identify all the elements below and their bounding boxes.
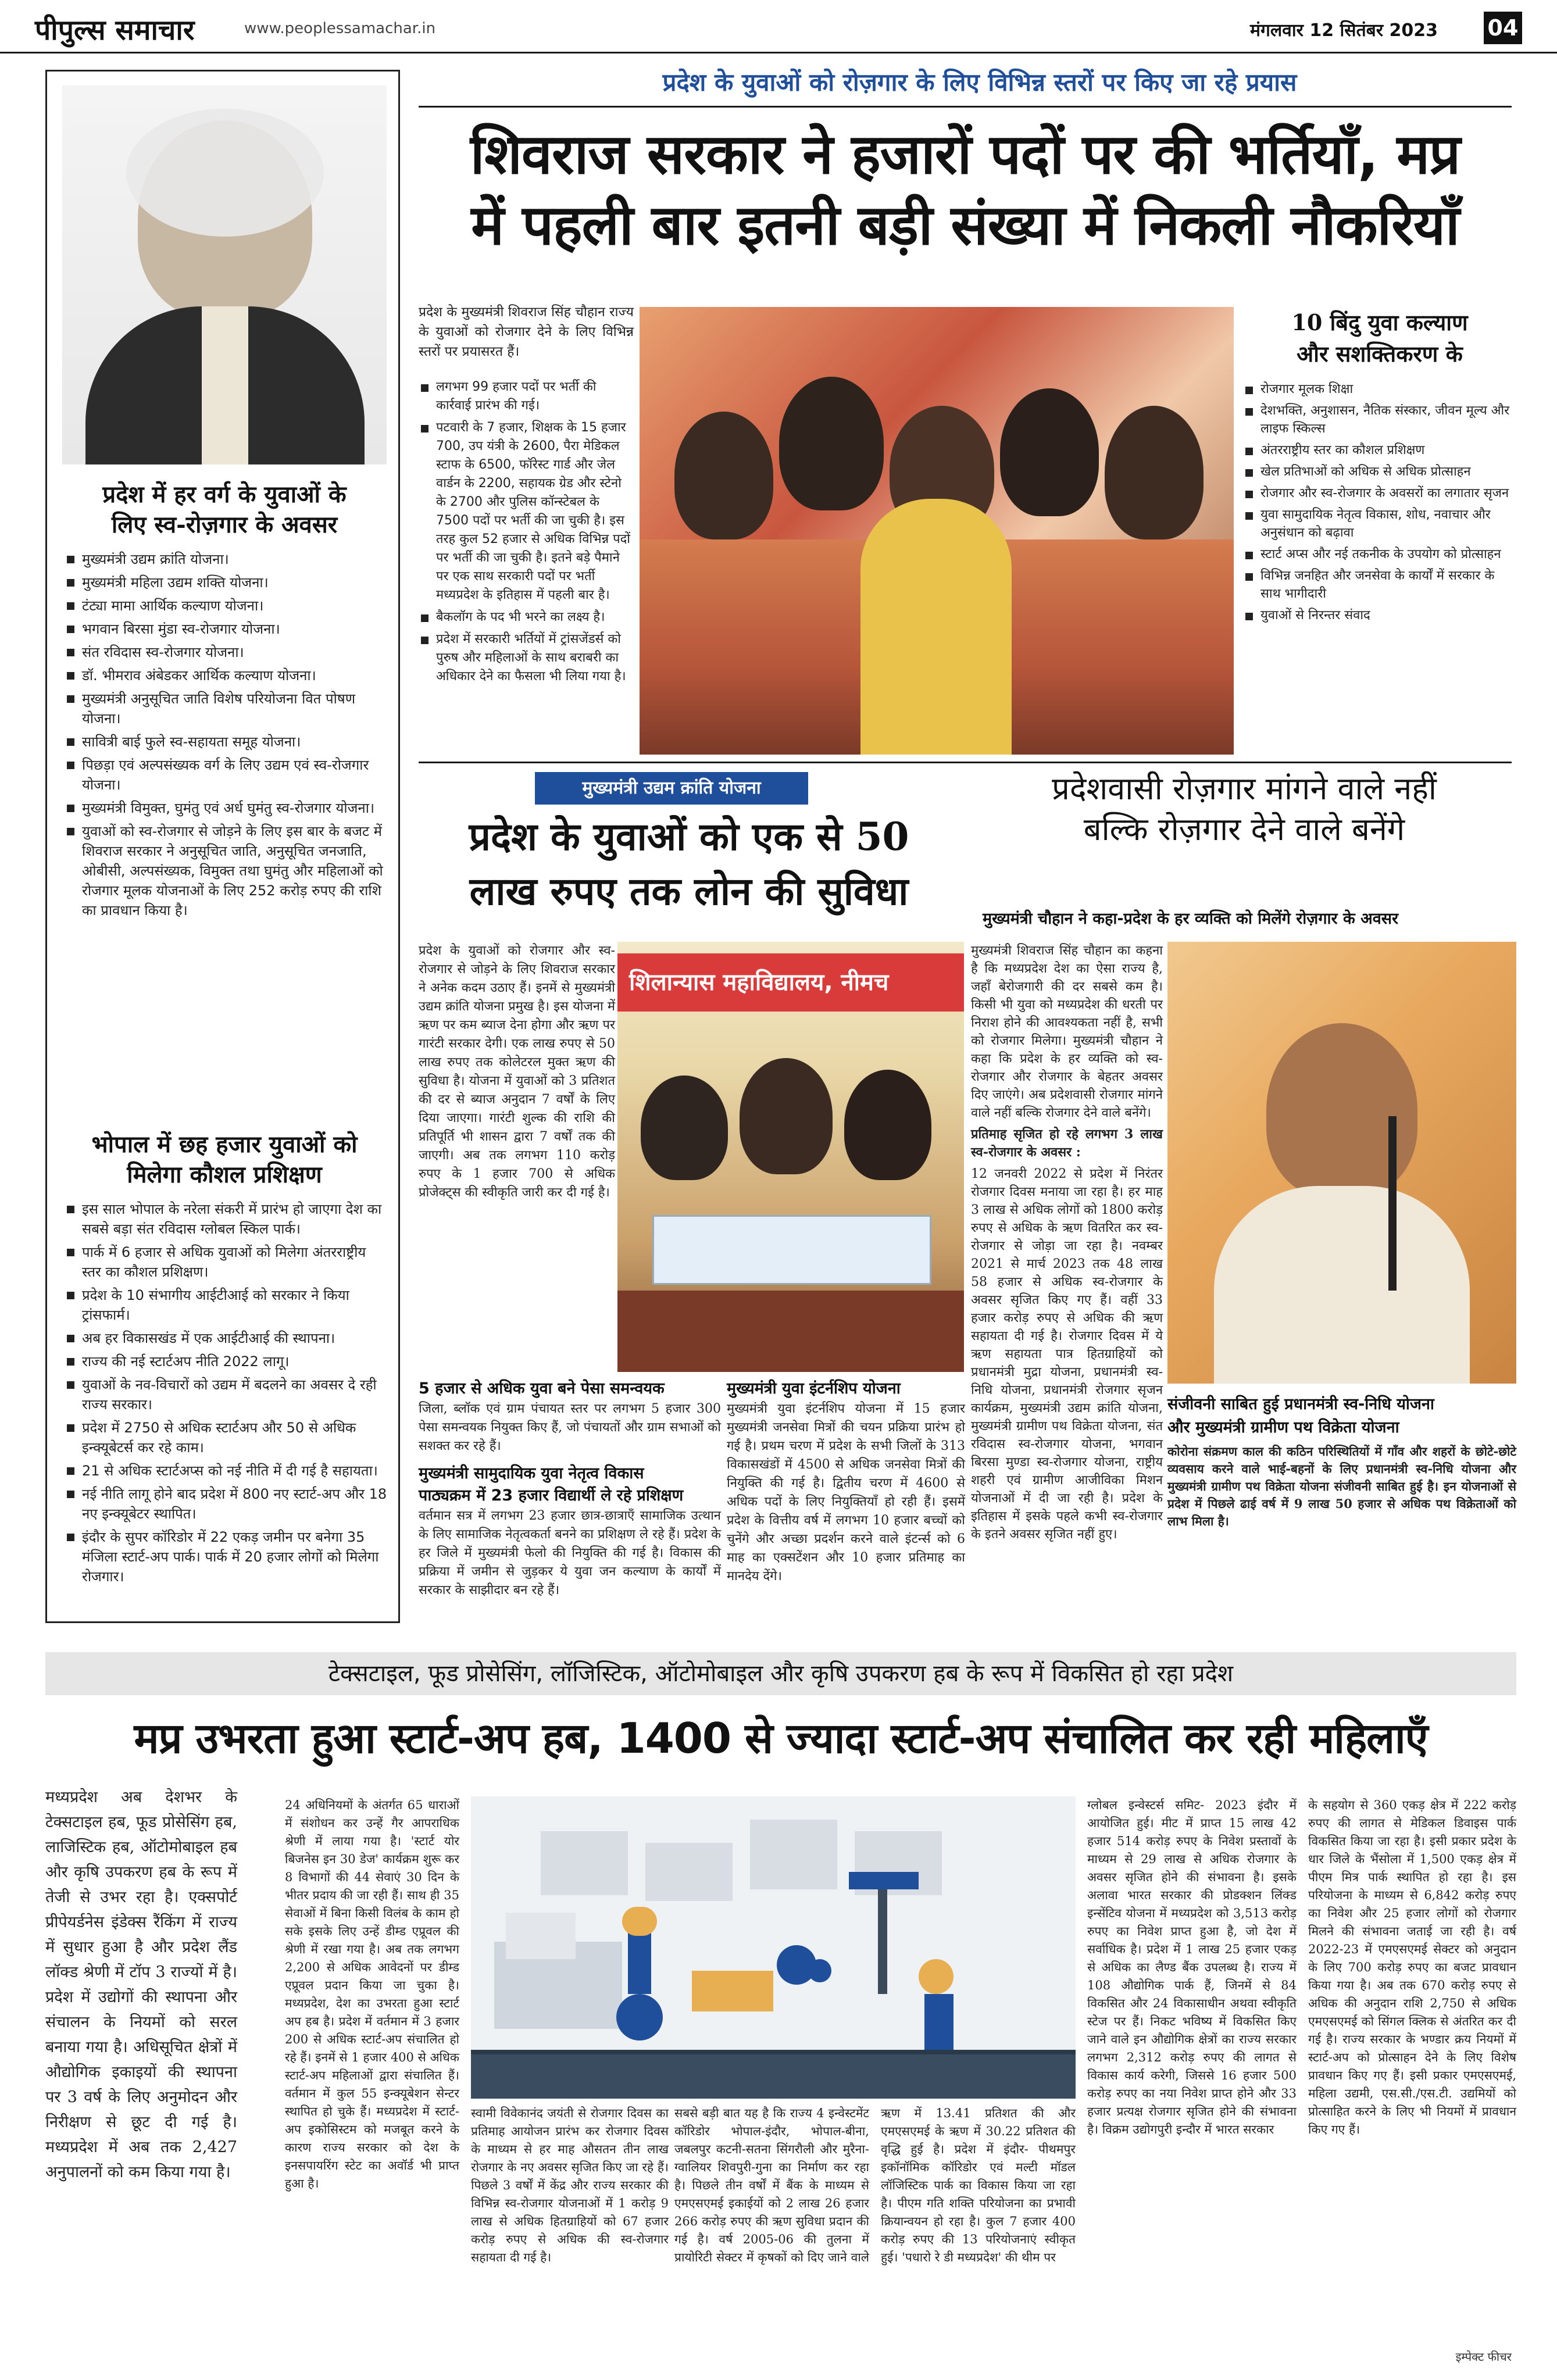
- top-bullets: [419, 378, 634, 689]
- ten-point-item: युवा सामुदायिक नेतृत्व विकास, शोध, नवाचार और अनुसंधान को बढ़ावा: [1243, 506, 1516, 542]
- skill-item: राज्य की नई स्टार्टअप नीति 2022 लागू।: [65, 1352, 388, 1371]
- top-bullet: लगभग 99 हजार पदों पर भर्ती की कार्रवाई प्रारंभ की गई।: [419, 378, 634, 415]
- sidebar-item: भगवान बिरसा मुंडा स्व-रोजगार योजना।: [65, 619, 388, 639]
- loan-body: प्रदेश के युवाओं को रोजगार और स्व-रोजगार से जोड़ने के लिए शिवराज सरकार ने अनेक कदम उठाए हैं। इनमें से मुख्यमंत्री उद्यम क्रांति योजना प्रमुख है। इस योजना में ऋण पर कम ब्याज देना होगा और ऋण पर गारंटी सरकार देगी। एक लाख रुपए से 50 लाख रुपए तक कोलेटरल मुक्त ऋण की सुविधा है। योजना में युवाओं को 3 प्रतिशत की दर से ब्याज अनुदान 7 वर्षों के लिए दिया जाएगा। गारंटी शुल्क की राशि की प्रतिपूर्ति भी शासन द्वारा 7 वर्षों तक की जाएगी। अब तक लगभग 110 करोड़ रुपए के 1 हजार 700 से अधिक प्रोजेक्ट्स की स्वीकृति जारी कर दी गई है।: [419, 944, 615, 1200]
- page-number: 04: [1484, 12, 1522, 44]
- photo-banner: शिलान्यास महाविद्यालय, नीमच: [617, 953, 964, 1012]
- svanidhi-title: संजीवनी साबित हुई प्रधानमंत्री स्व-निधि योजना और मुख्यमंत्री ग्रामीण पथ विक्रेता योजना: [1167, 1395, 1434, 1436]
- sidebar-item: सावित्री बाई फुले स्व-सहायता समूह योजना।: [65, 732, 388, 752]
- bottom-col4: सबसे बड़ी बात यह है कि राज्य 4 इन्वेस्टमेंट कॉरिडोर भोपाल-इंदौर, भोपाल-बीना, जबलपुर कटनी-सतना सिंगरौली और मुरैना-ग्वालियर शिवपुरी-गुना का निर्माण कर रहा है। पिछले तीन वर्षों में बैंक के माध्यम से एमएसएमई इकाईयों को 2 लाख 26 हजार 266 करोड़ रुपए की ऋण सुविधा प्रदान की गई है। वर्ष 2005-06 की तुलना में प्रायोरिटी सेक्टर में कृषकों को दिए जाने वाले ऋण में 13.41 प्रतिशत की और एमएसएमई के ऋण में 30.22 प्रतिशत की वृद्धि हुई है। प्रदेश में इंदौर- पीथमपुर इकॉनॉमिक कॉरिडोर एवं मल्टी मॉडल लॉजिस्टिक पार्क का विकास किया जा रहा है। पीएम गति शक्ति परियोजना का प्रभावी क्रियान्वयन हो रहा है। कुल 7 हजार 400 करोड़ रुपए की 13 परियोजनाएं स्वीकृत हुई। 'पधारो रे डी मध्यप्रदेश' की थीम पर: [674, 2106, 1076, 2264]
- sidebar-item: मुख्यमंत्री उद्यम क्रांति योजना।: [65, 549, 388, 569]
- ten-points-box: [1243, 307, 1516, 737]
- skill-item: पार्क में 6 हजार से अधिक युवाओं को मिलेगा अंतरराष्ट्रीय स्तर का कौशल प्रशिक्षण।: [65, 1242, 388, 1282]
- date: मंगलवार 12 सितंबर 2023: [1250, 20, 1438, 41]
- skill-item: इस साल भोपाल के नरेला संकरी में प्रारंभ हो जाएगा देश का सबसे बड़ा संत रविदास ग्लोबल स्किल पार्क।: [65, 1199, 388, 1239]
- give-jobs-headline: प्रदेशवासी रोज़गार मांगने वाले नहीं बल्कि रोज़गार देने वाले बनेंगे: [1052, 770, 1437, 848]
- finance-box: [419, 1378, 721, 1600]
- ten-point-item: रोजगार मूलक शिक्षा: [1243, 380, 1516, 398]
- pesa-title: 5 हजार से अधिक युवा बने पेसा समन्वयक: [419, 1380, 665, 1398]
- bottom-headline: मप्र उभरता हुआ स्टार्ट-अप हब, 1400 से ज्यादा स्टार्ट-अप संचालित कर रही महिलाएँ: [134, 1714, 1428, 1763]
- skill-item: 21 से अधिक स्टार्टअप्स को नई नीति में दी गई है सहायता।: [65, 1461, 388, 1481]
- section-rule: [419, 762, 1512, 763]
- ten-point-item: अंतरराष्ट्रीय स्तर का कौशल प्रशिक्षण: [1243, 441, 1516, 459]
- internship-title: मुख्यमंत्री युवा इंटर्नशिप योजना: [727, 1380, 901, 1398]
- top-bullet: प्रदेश में सरकारी भर्तियों में ट्रांसजेंडर्स को पुरुष और महिलाओं के साथ बराबरी का अधिकार देने का फैसला भी लिया गया है।: [419, 630, 634, 686]
- svanidhi-body: कोरोना संक्रमण काल की कठिन परिस्थितियों में गाँव और शहरों के छोटे-छोटे व्यवसाय करने वाले भाई-बहनों के लिए प्रधानमंत्री स्व-निधि योजना और मुख्यमंत्री ग्रामीण पथ विक्रेता योजना संजीवनी साबित हुई है। इन योजनाओं से प्रदेश में पिछले ढाई वर्ष में 9 लाख 50 हजार से अधिक पथ विक्रेताओं को लाभ मिला है।: [1167, 1444, 1516, 1528]
- bottom-col2: 24 अधिनियमों के अंतर्गत 65 धाराओं में संशोधन कर उन्हें गैर आपराधिक श्रेणी में लाया गया है। 'स्टार्ट योर बिजनेस इन 30 डेज' कार्यक्रम शुरू कर 8 विभागों की 44 सेवाएं 30 दिन के भीतर प्रदाय की जा रही हैं। साथ ही 35 सेवाओं में बिना किसी विलंब के काम हो सके इसके लिए उन्हें डीम्ड एप्रूवल की श्रेणी में रखा गया है। अब तक लगभग 2,200 से अधिक आवेदनों पर डीम्ड एप्रूवल प्रदान किया जा चुका है। मध्यप्रदेश, देश का उभरता हुआ स्टार्ट अप हब है। प्रदेश में वर्तमान में 3 हजार 200 से अधिक स्टार्ट-अप संचालित हो रहे हैं। इनमें से 1 हजार 400 से अधिक स्टार्ट-अप महिलाओं द्वारा संचालित हैं। वर्तमान में कुल 55 इन्क्यूबेशन सेन्टर स्थापित हो चुके हैं। मध्यप्रदेश में स्टार्ट-अप इकोसिस्टम को मजबूत करने के कारण राज्य सरकार को देश के इनसपायरिंग स्टेट का अवॉर्ड भी प्राप्त हुआ है।: [285, 1798, 459, 2190]
- sidebar-item: संत रविदास स्व-रोजगार योजना।: [65, 642, 388, 662]
- ten-point-item: विभिन्न जनहित और जनसेवा के कार्यों में सरकार के साथ भागीदारी: [1243, 567, 1516, 603]
- ten-point-item: रोजगार और स्व-रोजगार के अवसरों का लगातार सृजन: [1243, 484, 1516, 502]
- top-bullet: पटवारी के 7 हजार, शिक्षक के 15 हजार 700, उप यंत्री के 2600, पैरा मेडिकल स्टाफ के 6500, फॉरेस्ट गार्ड और जेल वार्डन के 2200, सहायक ग्रेड और स्टेनो के 2700 और पुलिस कॉन्स्टेबल के 7500 पदों पर भर्ती की जा चुकी है। इस तरह कुल 52 हजार से अधिक विभिन्न पदों पर भर्ती की जा चुकी है। इतने बड़े पैमाने पर एक साथ सरकारी पदों पर भर्ती मध्यप्रदेश के इतिहास में पहली बार है।: [419, 419, 634, 605]
- leadership-title: मुख्यमंत्री सामुदायिक युवा नेतृत्व विकास पाठ्यक्रम में 23 हजार विद्यार्थी ले रहे प्रशिक्षण: [419, 1464, 684, 1505]
- kicker-rule: [419, 106, 1512, 108]
- skill-item: युवाओं के नव-विचारों को उद्यम में बदलने का अवसर दे रही राज्य सरकार।: [65, 1375, 388, 1414]
- bottom-banner: टेक्सटाइल, फूड प्रोसेसिंग, लॉजिस्टिक, ऑटोमोबाइल और कृषि उपकरण हब के रूप में विकसित हो रहा प्रदेश: [45, 1652, 1516, 1695]
- bottom-col1: मध्यप्रदेश अब देशभर के टेक्सटाइल हब, फूड प्रोसेसिंग हब, लाजिस्टिक हब, ऑटोमोबाइल हब और कृषि उपकरण हब के रूप में तेजी से उभर रहा है। एक्सपोर्ट प्रीपेयर्डनेस इंडेक्स रैंकिंग में राज्य में सुधार हुआ है और प्रदेश लैंड लॉक्ड श्रेणी में टॉप 3 राज्यों में है। प्रदेश में उद्योगों की स्थापना और संचालन के नियमों को सरल बनाया गया है। अधिसूचित क्षेत्रों में औद्योगिक इकाइयों की स्थापना पर 3 वर्ष के लिए अनुमोदन और निरीक्षण से छूट दी गई है। मध्यप्रदेश में अब तक 2,427 अनुपालनों को कम किया गया है।: [45, 1788, 237, 2181]
- sidebar-title: प्रदेश में हर वर्ग के युवाओं के लिए स्व-रोज़गार के अवसर: [102, 481, 347, 538]
- ten-points-list: [1243, 380, 1516, 624]
- ten-points-title: 10 बिंदु युवा कल्याण और सशक्तिकरण के: [1291, 309, 1468, 367]
- sidebar-list: [65, 549, 388, 924]
- bottom-col6: के सहयोग से 360 एकड़ क्षेत्र में 222 करोड़ रुपए की लागत से मेडिकल डिवाइस पार्क विकसित किया जा रहा है। इसी प्रकार प्रदेश के धार जिले के भैंसोला में 1,500 एकड़ क्षेत्र में पीएम मित्र पार्क स्थापित हो रहा है। इस परियोजना के माध्यम से 6,842 करोड़ रुपए का निवेश और 25 हजार लोगों को रोजगार मिलने की संभावना जताई जा रही है। वर्ष 2022-23 में एमएसएमई सेक्टर को अनुदान के लिए 700 करोड़ रुपए का बजट प्रावधान किया गया है। अब तक 670 करोड़ रुपए से अधिक की अनुदान राशि 2,750 से अधिक एमएसएमई को सिंगल क्लिक से अंतरित कर दी गई है। राज्य सरकार के भण्डार क्रय नियमों में स्टार्ट-अप को प्रोत्साहन देने के लिए विशेष प्रावधान किए गए हैं। इसी प्रकार एमएसएमई, महिला उद्यमी, एस.सी./एस.टी. उद्यमियों को प्रोत्साहित करने के लिए भी नियमों में प्रावधान किए गए हैं।: [1308, 1798, 1516, 2136]
- cheque-photo: [617, 942, 964, 1372]
- masthead: [0, 0, 1557, 53]
- bottom-col3: स्वामी विवेकानंद जयंती से रोजगार दिवस का प्रतिमाह आयोजन प्रारंभ कर रोजगार दिवस के माध्यम से हर माह औसतन तीन लाख रोजगार के नए अवसर सृजित किए जा रहे हैं। पिछले 3 वर्षों में केंद्र और राज्य सरकार की विभिन्न स्व-रोजगार योजनाओं में 1 करोड़ 9 लाख से अधिक हितग्राहियों को 67 हजार करोड़ रुपए से अधिक की स्व-रोजगार सहायता दी गई है।: [471, 2106, 669, 2264]
- ten-point-item: स्टार्ट अप्स और नई तकनीक के उपयोग को प्रोत्साहन: [1243, 545, 1516, 563]
- skill-item: नई नीति लागू होने बाद प्रदेश में 800 नए स्टार्ट-अप और 18 नए इन्क्यूबेटर स्थापित।: [65, 1484, 388, 1524]
- sidebar-item: डॉ. भीमराव अंबेडकर आर्थिक कल्याण योजना।: [65, 666, 388, 685]
- loan-tag: मुख्यमंत्री उद्यम क्रांति योजना: [535, 772, 808, 805]
- youth-group-photo: [640, 307, 1234, 755]
- ten-point-item: युवाओं से निरन्तर संवाद: [1243, 606, 1516, 624]
- logo: पीपुल्स समाचार: [35, 14, 195, 47]
- sidebar-item: मुख्यमंत्री महिला उद्यम शक्ति योजना।: [65, 573, 388, 592]
- website: www.peoplessamachar.in: [244, 20, 436, 37]
- sidebar-item: पिछड़ा एवं अल्पसंख्यक वर्ग के लिए उद्यम एवं स्व-रोजगार योजना।: [65, 755, 388, 795]
- internship-body: मुख्यमंत्री युवा इंटर्नशिप योजना में 15 हजार मुख्यमंत्री जनसेवा मित्रों की चयन प्रक्रिया प्रारंभ हो गई है। प्रथम चरण में प्रदेश के सभी जिलों के 313 विकासखंडों में 4500 से अधिक जनसेवा मित्रों की नियुक्ति की गई है। द्वितीय चरण में 4600 से अधिक पदों के लिए नियुक्तियाँ हो रही हैं। इसमें प्रदेश के वित्तीय वर्ष में लगभग 10 हजार बच्चों को चुनेंगे और अच्छा प्रदर्शन करने वाले इंटर्न्स को 6 माह का एक्सटेंशन और 10 हजार प्रतिमाह का मानदेय देंगे।: [727, 1402, 965, 1584]
- ten-point-item: खेल प्रतिभाओं को अधिक से अधिक प्रोत्साहन: [1243, 463, 1516, 481]
- factory-illustration: [471, 1796, 1076, 2099]
- pesa-body: जिला, ब्लॉक एवं ग्राम पंचायत स्तर पर लगभग 5 हजार 300 पेसा समन्वयक नियुक्त किए हैं, जो पंचायतों और ग्राम सभाओं को सशक्त कर रहे हैं।: [419, 1402, 721, 1453]
- loan-headline: प्रदेश के युवाओं को एक से 50 लाख रुपए तक लोन की सुविधा: [469, 814, 909, 914]
- give-jobs-subhead: मुख्यमंत्री चौहान ने कहा-प्रदेश के हर व्यक्ति को मिलेंगे रोज़गार के अवसर: [983, 910, 1399, 928]
- skill-title: भोपाल में छह हजार युवाओं को मिलेगा कौशल प्रशिक्षण: [91, 1131, 358, 1188]
- bottom-col5: ग्लोबल इन्वेस्टर्स समिट- 2023 इंदौर में आयोजित हुई। मीट में प्राप्त 15 लाख 42 हजार 514 करोड़ रुपए के निवेश प्रस्तावों के माध्यम से 29 लाख से अधिक रोजगार के अवसर सृजित होने की संभावना है। इसके अलावा भारत सरकार की प्रोडक्शन लिंक्ड इन्सेंटिव योजना में मध्यप्रदेश को 3,513 करोड़ रुपए का निवेश प्राप्त हुआ है, जो देश में सर्वाधिक है। प्रदेश में 1 लाख 25 हजार एकड़ से अधिक का लैण्ड बैंक उपलब्ध है। राज्य में 108 औद्योगिक पार्क हैं, जिनमें से 84 विकसित और 24 विकासाधीन अथवा स्वीकृति स्टेज पर हैं। निकट भविष्य में विकसित किए जाने वाले इन औद्योगिक क्षेत्रों का राज्य सरकार लगभग 2,312 करोड़ रुपए की लागत से विकास कार्य करेगी, जिससे 16 हजार 500 करोड़ रुपए का नया निवेश प्राप्त होने और 33 हजार प्रत्यक्ष रोजगार सृजित होने की संभावना है। विक्रम उद्योगपुरी इन्दौर में भारत सरकार: [1087, 1798, 1297, 2136]
- sidebar-item: युवाओं को स्व-रोजगार से जोड़ने के लिए इस बार के बजट में शिवराज सरकार ने अनुसूचित जाति, अनुसूचित जनजाति, ओबीसी, अल्पसंख्यक, विमुक्त तथा घुमंतु और महिलाओं को रोजगार मूलक योजनाओं के लिए 252 करोड़ रुपए की राशि का प्रावधान किया है।: [65, 821, 388, 920]
- sidebar-box: [45, 70, 400, 1623]
- sidebar-item: मुख्यमंत्री अनुसूचित जाति विशेष परियोजना वित पोषण योजना।: [65, 689, 388, 728]
- portrait-photo: [62, 85, 387, 464]
- skill-item: प्रदेश के 10 संभागीय आईटीआई को सरकार ने किया ट्रांसफार्म।: [65, 1285, 388, 1325]
- ten-point-item: देशभक्ति, अनुशासन, नैतिक संस्कार, जीवन मूल्य और लाइफ स्किल्स: [1243, 402, 1516, 438]
- leadership-body: वर्तमान सत्र में लगभग 23 हजार छात्र-छात्राएँ सामाजिक उत्थान के लिए सामाजिक नेतृत्वकर्ता बनने का प्रशिक्षण ले रहे हैं। प्रदेश के हर जिले में मुख्यमंत्री फेलो की नियुक्ति की गई है। विकास की प्रक्रिया में जमीन से जुड़कर ये युवा जन कल्याण के कार्यों में सरकार के साझीदार बन रहे हैं।: [419, 1509, 721, 1598]
- top-bullet: बैकलॉग के पद भी भरने का लक्ष्य है।: [419, 608, 634, 627]
- skill-list: [65, 1199, 388, 1590]
- sidebar-item: टंट्या मामा आर्थिक कल्याण योजना।: [65, 596, 388, 616]
- internship-box: [727, 1378, 965, 1586]
- skill-item: प्रदेश में 2750 से अधिक स्टार्टअप और 50 से अधिक इन्क्यूबेटर्स कर रहे काम।: [65, 1418, 388, 1457]
- give-jobs-body: मुख्यमंत्री शिवराज सिंह चौहान का कहना है कि मध्यप्रदेश देश का ऐसा राज्य है, जहाँ बेरोजगारी की दर सबसे कम है। किसी भी युवा को मध्यप्रदेश की धरती पर निराश होने की आवश्यकता नहीं है, सभी को रोजगार मिलेगा। मुख्यमंत्री चौहान ने कहा कि प्रदेश के हर व्यक्ति को स्व-रोजगार और रोजगार के बेहतर अवसर दिए जाएंगे। अब प्रदेशवासी रोजगार मांगने वाले नहीं बल्कि रोजगार देने वाले बनेंगे। प्रतिमाह सृजित हो रहे लगभग 3 लाख स्व-रोजगार के अवसर : 12 जनवरी 2022 से प्रदेश में निरंतर रोजगार दिवस मनाया जा रहा है। हर माह 3 लाख से अधिक लोगों को 1800 करोड़ रुपए से अधिक के ऋण वितरित कर स्व-रोजगार से जोड़ा जा रहा है। नवम्बर 2021 से मार्च 2023 तक 48 लाख 58 हजार से अधिक स्व-रोजगार के अवसर सृजित किए गए हैं। वहीं 33 हजार करोड़ रुपए से अधिक की ऋण सहायता दी गई है। रोजगार दिवस में ये ऋण सहायता पात्र हितग्राहियों को प्रधानमंत्री मुद्रा योजना, प्रधानमंत्री स्व-निधि योजना, प्रधानमंत्री रोजगार सृजन कार्यक्रम, मुख्यमंत्री उद्यम क्रांति योजना, मुख्यमंत्री ग्रामीण पथ विक्रेता योजना, संत रविदास स्व-रोजगार योजना, भगवान बिरसा मुण्डा स्व-रोजगार योजना, राष्ट्रीय शहरी एवं ग्रामीण आजीविका मिशन योजनाओं में दी जा रही है। प्रदेश के इतिहास में इसके पहले कभी स्व-रोजगार के इतने अवसर सृजित नहीं हुए।: [971, 944, 1163, 1542]
- top-headline: शिवराज सरकार ने हजारों पदों पर की भर्तियाँ, मप्र में पहली बार इतनी बड़ी संख्या में निकली नौकरियाँ: [470, 123, 1460, 258]
- cm-speech-photo: [1167, 942, 1516, 1384]
- sidebar-item: मुख्यमंत्री विमुक्त, घुमंतु एवं अर्ध घुमंतु स्व-रोजगार योजना।: [65, 798, 388, 818]
- footer-credit: इम्पेक्ट फीचर: [1455, 2350, 1512, 2364]
- skill-item: इंदौर के सुपर कॉरिडोर में 22 एकड़ जमीन पर बनेगा 35 मंजिला स्टार्ट-अप पार्क। पार्क में 20 हजार लोगों को मिलेगा रोजगार।: [65, 1527, 388, 1586]
- skill-item: अब हर विकासखंड में एक आईटीआई की स्थापना।: [65, 1328, 388, 1348]
- top-kicker: प्रदेश के युवाओं को रोज़गार के लिए विभिन्न स्तरों पर किए जा रहे प्रयास: [662, 68, 1297, 97]
- svanidhi-box: [1167, 1393, 1516, 1530]
- top-intro: प्रदेश के मुख्यमंत्री शिवराज सिंह चौहान राज्य के युवाओं को रोजगार देने के लिए विभिन्न स्तरों पर प्रयासरत हैं।: [419, 305, 634, 359]
